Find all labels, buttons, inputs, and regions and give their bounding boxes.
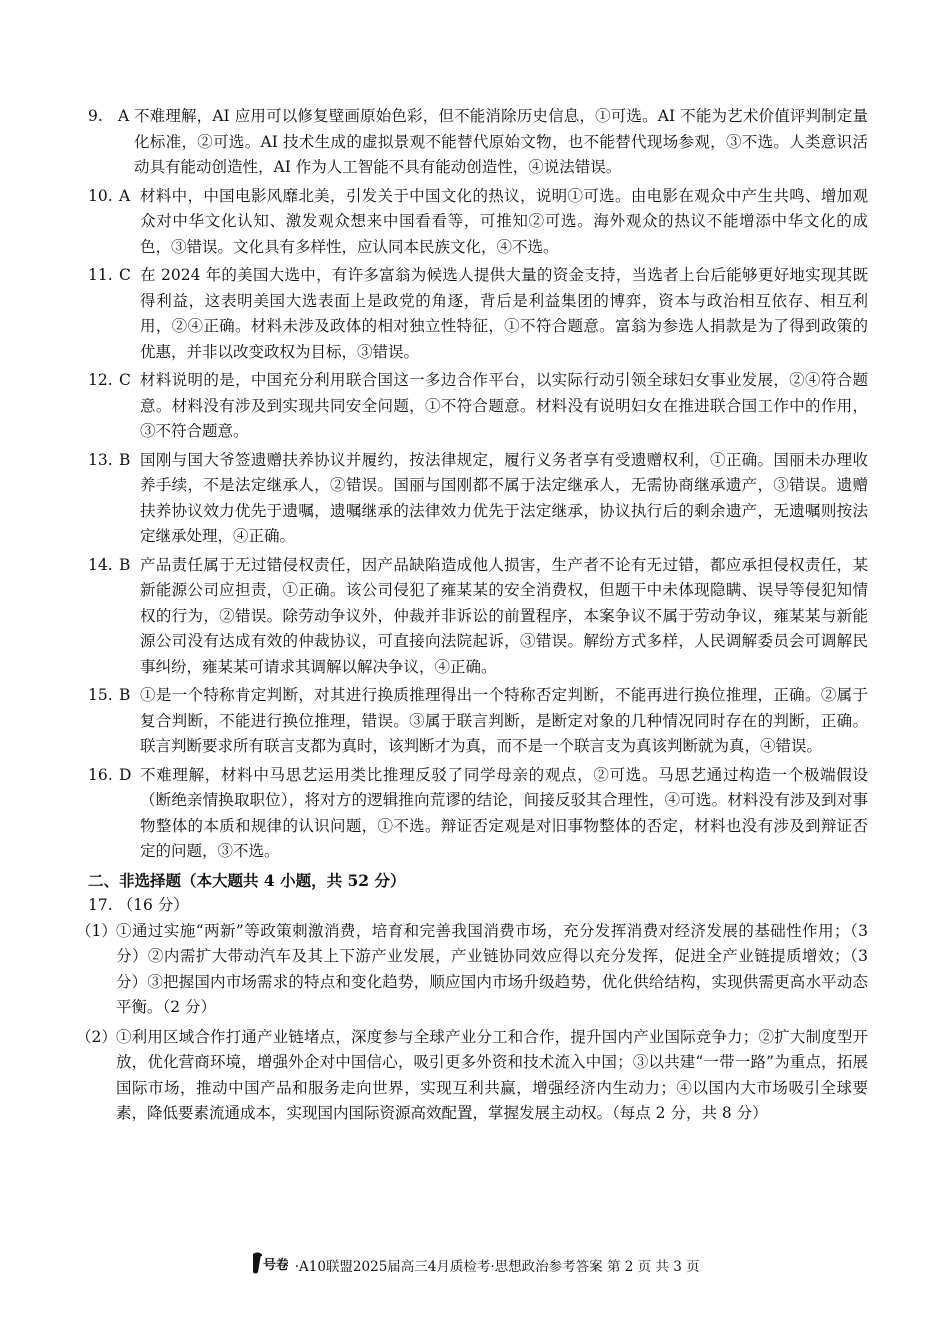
question-number: 9. bbox=[88, 107, 103, 125]
answer-explanation: 材料说明的是，中国充分利用联合国这一多边合作平台，以实际行动引领全球妇女事业发展，②④符合题意。材料没有涉及到实现共同安全问题，①不符合题意。材料没有说明妇女在推进联合国工作中的作用，③不符合题意。 bbox=[140, 371, 868, 440]
question-number: 16. bbox=[88, 765, 113, 784]
answer-item-9 bbox=[88, 104, 868, 181]
answer-content bbox=[76, 104, 868, 1131]
answer-letter: B bbox=[119, 555, 131, 574]
answer-item-14 bbox=[88, 553, 868, 681]
question-17-heading: 17. （16 分） bbox=[88, 896, 189, 914]
answer-explanation: 产品责任属于无过错侵权责任，因产品缺陷造成他人损害，生产者不论有无过错，都应承担侵权责任，某新能源公司应担责，①正确。该公司侵犯了雍某某的安全消费权，但题干中未体现隐瞒、误导等侵犯知情权的行为，②错误。除劳动争议外，仲裁并非诉讼的前置程序，本案争议不属于劳动争议，雍某某与新能源公司没有达成有效的仲裁协议，可直接向法院起诉，③错误。解纷方式多样，人民调解委员会可调解民事纠纷，雍某某可请求其调解以解决争议，④正确。 bbox=[140, 555, 868, 676]
footer-text: ·A10联盟2025届高三4月质检考·思想政治参考答案 第 2 页 共 3 页 bbox=[294, 1259, 700, 1275]
page-footer bbox=[0, 1250, 950, 1280]
question-17-part-2 bbox=[76, 1025, 868, 1127]
answer-explanation: 材料中，中国电影风靡北美，引发关于中国文化的热议，说明①可选。由电影在观众中产生共鸣、增加观众对中华文化认知、激发观众想来中国看看等，可推知②可选。海外观众的热议不能增添中华文化的成色，③错误。文化具有多样性，应认同本民族文化，④不选。 bbox=[140, 186, 868, 256]
part-index: （2） bbox=[76, 1027, 117, 1046]
question-number: 11. bbox=[88, 266, 113, 284]
answer-item-15 bbox=[88, 683, 868, 760]
answer-item-11 bbox=[88, 263, 868, 365]
answer-explanation: 国刚与国大爷签遗赠扶养协议并履约，按法律规定，履行义务者享有受遗赠权利，①正确。国丽未办理收养手续，不是法定继承人，②错误。国丽与国刚都不属于法定继承人，无需协商继承遗产，③错误。遗赠扶养协议效力优先于遗嘱，遗嘱继承的法律效力优先于法定继承，协议执行后的剩余遗产，无遗嘱则按法定继承处理，④正确。 bbox=[140, 450, 868, 545]
answer-explanation: ①是一个特称肯定判断，对其进行换质推理得出一个特称否定判断，不能再进行换位推理，正确。②属于复合判断，不能进行换位推理，错误。③属于联言判断，是断定对象的几种情况同时存在的判断，正确。联言判断要求所有联言支都为真时，该判断才为真，而不是一个联言支为真该判断就为真，④错误。 bbox=[140, 686, 868, 755]
answer-item-13 bbox=[88, 448, 868, 550]
answer-item-12 bbox=[88, 368, 868, 445]
answer-item-16 bbox=[88, 763, 868, 865]
answer-letter: D bbox=[119, 765, 132, 784]
question-number: 13. bbox=[88, 450, 113, 469]
answer-letter: B bbox=[119, 686, 131, 704]
question-number: 14. bbox=[88, 555, 113, 574]
part-index: （1） bbox=[76, 921, 117, 940]
question-number: 15. bbox=[88, 686, 113, 704]
answer-letter: A bbox=[119, 186, 131, 205]
part-answer: ①通过实施“两新”等政策刺激消费，培育和完善我国消费市场，充分发挥消费对经济发展的基础性作用；（3 分）②内需扩大带动汽车及其上下游产业发展，产业链协同效应得以充分发挥，促进全产业链提质增效；（3 分）③把握国内市场需求的特点和变化趋势，顺应国内市场升级趋势，优化供给结构，实现供需更高水平动态平衡。（2 分） bbox=[116, 921, 868, 1016]
question-number: 12. bbox=[88, 371, 113, 389]
brand-logo bbox=[250, 1250, 288, 1280]
answer-item-10 bbox=[88, 184, 868, 261]
answer-letter: C bbox=[119, 371, 131, 389]
answer-letter: B bbox=[119, 450, 131, 469]
answer-explanation: 不难理解，AI 应用可以修复壁画原始色彩，但不能消除历史信息，①可选。AI 不能为艺术价值评判制定量化标准，②可选。AI 技术生成的虚拟景观不能替代原始文物，也不能替代现场参观，③不选。人类意识活动具有能动创造性，AI 作为人工智能不具有能动创造性，④说法错误。 bbox=[134, 107, 868, 176]
answer-letter: A bbox=[118, 107, 130, 125]
part-answer: ①利用区域合作打通产业链堵点，深度参与全球产业分工和合作，提升国内产业国际竞争力；②扩大制度型开放，优化营商环境，增强外企对中国信心，吸引更多外资和技术流入中国；③以共建“一带一路”为重点，拓展国际市场，推动中国产品和服务走向世界，实现互利共赢，增强经济内生动力；④以国内大市场吸引全球要素，降低要素流通成本，实现国内国际资源高效配置，掌握发展主动权。（每点 2 分，共 8 分） bbox=[116, 1027, 868, 1122]
svg-text:号卷: 号卷 bbox=[263, 1258, 289, 1273]
brand-logo-icon bbox=[250, 1250, 288, 1276]
answer-explanation: 不难理解，材料中马思艺运用类比推理反驳了同学母亲的观点，②可选。马思艺通过构造一个极端假设（断绝亲情换取职位），将对方的逻辑推向荒谬的结论，间接反驳其合理性，④可选。材料没有涉及到对事物整体的本质和规律的认识问题，①不选。辩证否定观是对旧事物整体的否定，材料也没有涉及到辩证否定的问题，③不选。 bbox=[140, 765, 868, 860]
question-17-part-1 bbox=[76, 919, 868, 1021]
answer-explanation: 在 2024 年的美国大选中，有许多富翁为候选人提供大量的资金支持，当选者上台后能够更好地实现其既得利益，这表明美国大选表面上是政党的角逐，背后是利益集团的博弈，资本与政治相互依存、相互利用，②④正确。材料未涉及政体的相对独立性特征，①不符合题意。富翁为参选人捐款是为了得到政策的优惠，并非以改变政权为目标，③错误。 bbox=[140, 266, 868, 361]
question-number: 10. bbox=[88, 186, 113, 205]
section-title: 二、非选择题（本大题共 4 小题，共 52 分） bbox=[88, 870, 406, 890]
answer-letter: C bbox=[119, 266, 131, 284]
